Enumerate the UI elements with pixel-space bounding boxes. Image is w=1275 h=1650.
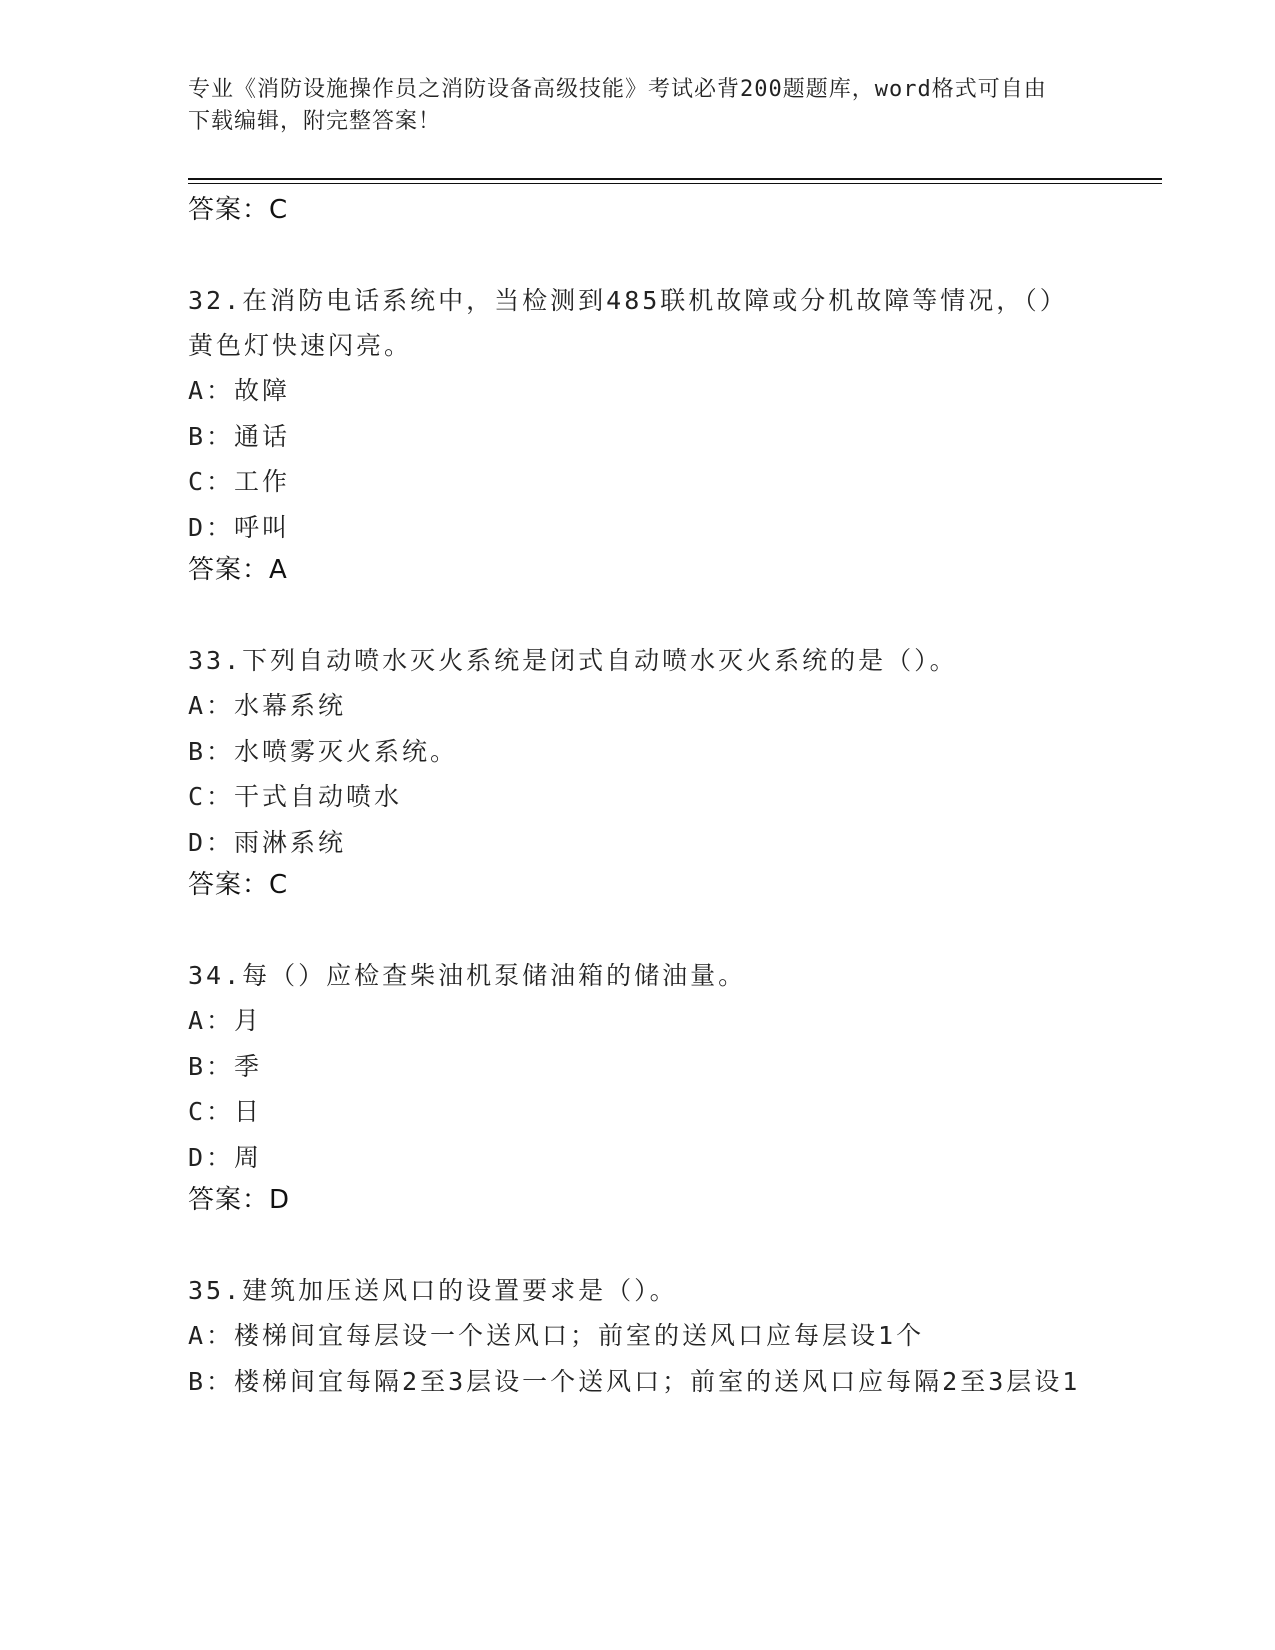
document-header: 专业《消防设施操作员之消防设备高级技能》考试必背200题题库，word格式可自由下载编辑，附完整答案！: [188, 77, 1047, 134]
question-stem: 34.每（）应检查柴油机泵储油箱的储油量。: [188, 961, 747, 990]
option-b: B：通话: [188, 421, 291, 451]
option-b: B：楼梯间宜每隔2至3层设一个送风口；前室的送风口应每隔2至3层设1: [188, 1366, 1081, 1396]
option-d: D：呼叫: [188, 512, 291, 542]
question-block: [188, 278, 1088, 590]
question-block: [188, 1268, 1088, 1404]
previous-answer: 答案：C: [188, 195, 289, 225]
option-c: C：工作: [188, 467, 291, 496]
question-stem: 32.在消防电话系统中，当检测到485联机故障或分机故障等情况，（）黄色灯快速闪亮。: [188, 286, 1068, 360]
option-c: C：日: [188, 1097, 263, 1126]
option-a: A：月: [188, 1006, 263, 1035]
question-block: [188, 638, 1088, 905]
question-stem: 35.建筑加压送风口的设置要求是（）。: [188, 1276, 678, 1305]
question-block: [188, 953, 1088, 1220]
answer-line: 答案：C: [188, 870, 289, 900]
answer-line: 答案：A: [188, 555, 288, 585]
option-b: B：水喷雾灭火系统。: [188, 736, 459, 766]
option-a: A：楼梯间宜每层设一个送风口；前室的送风口应每层设1个: [188, 1321, 925, 1350]
option-d: D：周: [188, 1142, 263, 1172]
question-stem: 33.下列自动喷水灭火系统是闭式自动喷水灭火系统的是（）。: [188, 646, 958, 675]
header-divider-thin: [188, 183, 1162, 184]
header-divider-thick: [188, 178, 1162, 180]
option-c: C：干式自动喷水: [188, 782, 403, 811]
option-a: A：故障: [188, 376, 291, 405]
question-list: [188, 190, 1088, 1404]
option-b: B：季: [188, 1051, 263, 1081]
answer-line: 答案：D: [188, 1185, 291, 1215]
option-a: A：水幕系统: [188, 691, 347, 720]
option-d: D：雨淋系统: [188, 827, 347, 857]
